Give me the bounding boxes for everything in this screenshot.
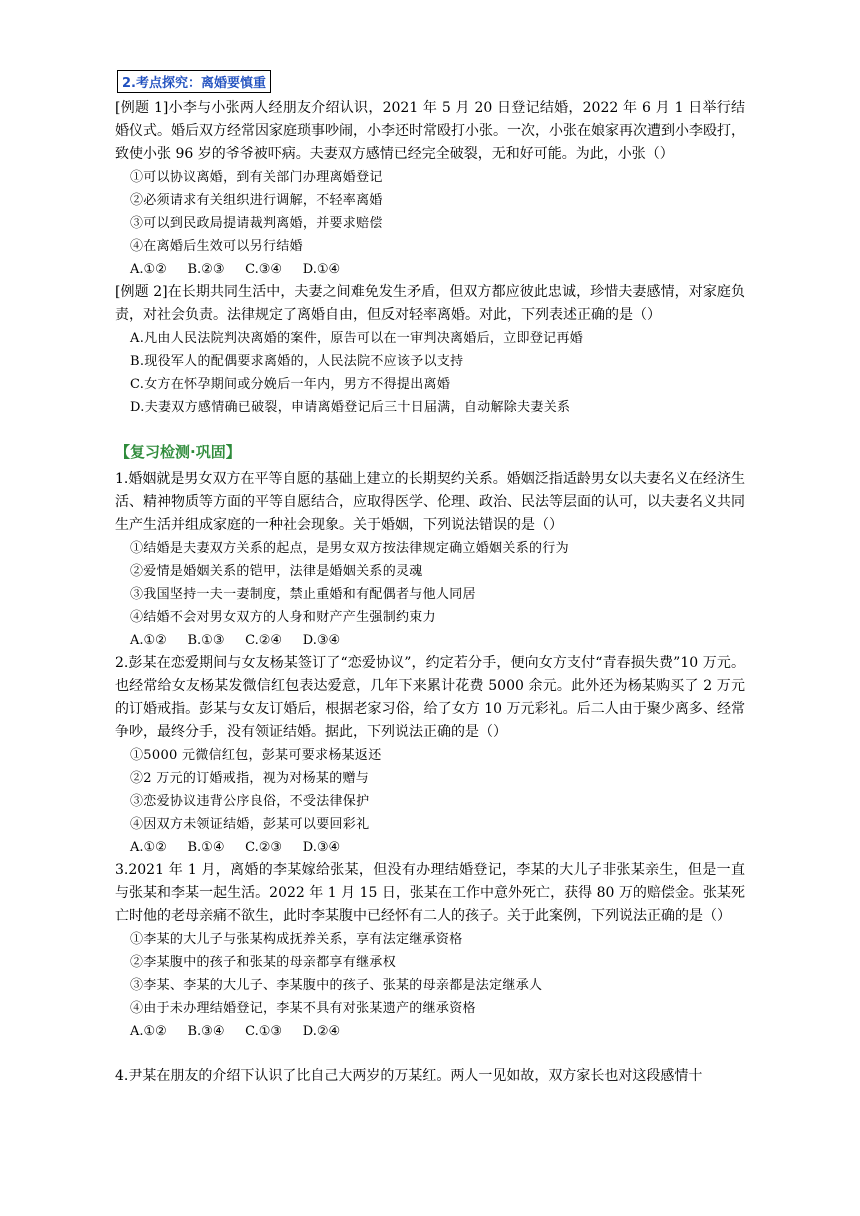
question-3-option-3: ③李某、李某的大儿子、李某腹中的孩子、张某的母亲都是法定继承人: [130, 978, 543, 993]
question-2-option-1: ①5000 元微信红包，彭某可要求杨某返还: [130, 748, 382, 763]
example-1-option-2: ②必须请求有关组织进行调解，不轻率离婚: [130, 193, 383, 208]
spacer: [115, 1043, 745, 1065]
section-title-box: 2.考点探究：离婚要慎重: [117, 70, 271, 93]
example-2-stem: [例题 2]在长期共同生活中，夫妻之间难免发生矛盾，但双方都应彼此忠诚，珍惜夫妻感情，对家庭负责，对社会负责。法律规定了离婚自由，但反对轻率离婚。对此，下列表述正确的是（）: [115, 284, 745, 323]
question-1-option-2: ②爱情是婚姻关系的铠甲，法律是婚姻关系的灵魂: [130, 564, 423, 579]
question-2-choices: A.①② B.①④ C.②③ D.③④: [130, 840, 341, 855]
question-1-option-1: ①结婚是夫妻双方关系的起点，是男女双方按法律规定确立婚姻关系的行为: [130, 541, 569, 556]
question-3-option-1: ①李某的大儿子与张某构成抚养关系，享有法定继承资格: [130, 932, 463, 947]
question-1-stem: 1.婚姻就是男女双方在平等自愿的基础上建立的长期契约关系。婚姻泛指适龄男女以夫妻名义在经济生活、精神物质等方面的平等自愿结合，应取得医学、伦理、政治、民法等层面的认可，以夫妻名义共同生产生活并组成家庭的一种社会现象。关于婚姻，下列说法错误的是（）: [115, 471, 745, 533]
question-1-choices: A.①② B.①③ C.②④ D.③④: [130, 633, 341, 648]
question-2-option-4: ④因双方未领证结婚，彭某可以要回彩礼: [130, 817, 370, 832]
question-2-option-3: ③恋爱协议违背公序良俗，不受法律保护: [130, 794, 370, 809]
example-2-option-c: C.女方在怀孕期间或分娩后一年内，男方不得提出离婚: [130, 377, 451, 392]
question-3-option-4: ④由于未办理结婚登记，李某不具有对张某遗产的继承资格: [130, 1001, 476, 1016]
example-2-option-b: B.现役军人的配偶要求离婚的，人民法院不应该予以支持: [130, 354, 464, 369]
question-2-option-2: ②2 万元的订婚戒指，视为对杨某的赠与: [130, 771, 370, 786]
question-3-option-2: ②李某腹中的孩子和张某的母亲都享有继承权: [130, 955, 397, 970]
question-3-choices: A.①② B.③④ C.①③ D.②④: [130, 1024, 341, 1039]
document-page: [115, 70, 745, 1088]
question-2-stem: 2.彭某在恋爱期间与女友杨某签订了“恋爱协议”，约定若分手，便向女方支付“青春损失费”10 万元。也经常给女友杨某发微信红包表达爱意，几年下来累计花费 5000 余元。此外还为杨某购买了 2 万元的订婚戒指。彭某与女友订婚后，根据老家习俗，给了女方 10 万元彩礼。后二人由于聚少离多、经常争吵，最终分手，没有领证结婚。据此，下列说法正确的是（）: [115, 655, 745, 740]
example-1-option-3: ③可以到民政局提请裁判离婚，并要求赔偿: [130, 216, 383, 231]
question-3-stem: 3.2021 年 1 月，离婚的李某嫁给张某，但没有办理结婚登记，李某的大儿子非张某亲生，但是一直与张某和李某一起生活。2022 年 1 月 15 日，张某在工作中意外死亡，获得 80 万的赔偿金。张某死亡时他的老母亲痛不欲生，此时李某腹中已经怀有二人的孩子。关于此案例，下列说法正确的是（）: [115, 862, 745, 924]
example-1-option-1: ①可以协议离婚，到有关部门办理离婚登记: [130, 170, 383, 185]
example-1-option-4: ④在离婚后生效可以另行结婚: [130, 239, 303, 254]
question-4-stem: 4.尹某在朋友的介绍下认识了比自己大两岁的万某红。两人一见如故，双方家长也对这段感情十: [115, 1068, 703, 1084]
example-2-option-d: D.夫妻双方感情确已破裂，申请离婚登记后三十日届满，自动解除夫妻关系: [130, 400, 571, 415]
example-1-stem: [例题 1]小李与小张两人经朋友介绍认识，2021 年 5 月 20 日登记结婚，2022 年 6 月 1 日举行结婚仪式。婚后双方经常因家庭琐事吵闹，小李还时常殴打小张。一次，小张在娘家再次遭到小李殴打，致使小张 96 岁的爷爷被吓病。夫妻双方感情已经完全破裂，无和好可能。为此，小张（）: [115, 100, 745, 162]
question-1-option-3: ③我国坚持一夫一妻制度，禁止重婚和有配偶者与他人同居: [130, 587, 476, 602]
example-1-choices: A.①② B.②③ C.③④ D.①④: [130, 262, 341, 277]
section-title: [115, 70, 745, 93]
example-2-option-a: A.凡由人民法院判决离婚的案件，原告可以在一审判决离婚后，立即登记再婚: [130, 331, 584, 346]
question-1-option-4: ④结婚不会对男女双方的人身和财产产生强制约束力: [130, 610, 436, 625]
review-section-title: 【复习检测·巩固】: [115, 443, 241, 461]
